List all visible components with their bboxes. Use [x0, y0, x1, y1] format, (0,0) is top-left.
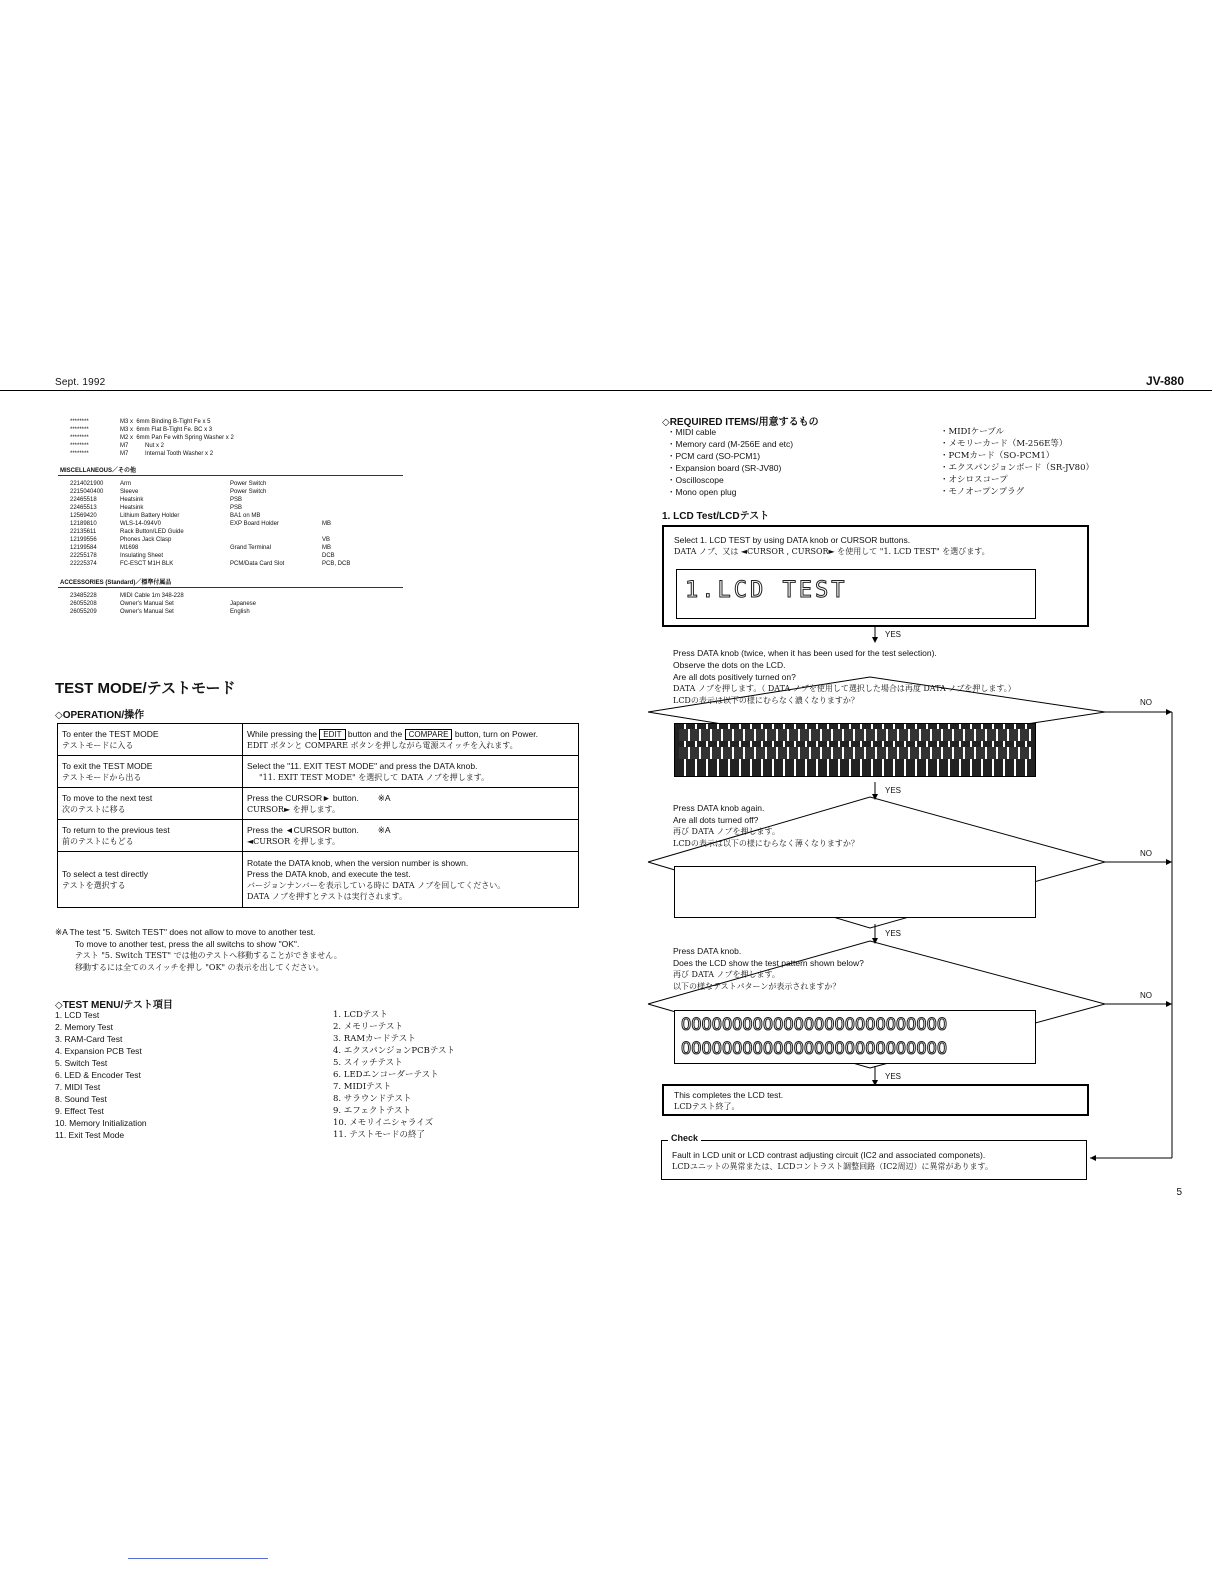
test-menu-heading: ◇TEST MENU/テスト項目 — [55, 1000, 173, 1011]
select-jp: DATA ノブ、又は ◄CURSOR , CURSOR► を使用して "1. LCD TEST" を選びます。 — [674, 547, 990, 556]
list-item: ・Expansion board (SR-JV80) — [667, 463, 782, 473]
op-desc-en: Press the CURSOR► button. ※A — [247, 792, 391, 803]
list-item: 11. テストモードの終了 — [333, 1130, 426, 1140]
list-item: ・MIDI cable — [667, 427, 717, 437]
complete-box — [662, 1084, 1089, 1116]
list-cell: Sleeve — [120, 489, 139, 495]
list-cell: Owner's Manual Set — [120, 601, 174, 607]
list-cell: M3 x 6mm Binding B-Tight Fe x 5 — [120, 419, 211, 425]
list-item: 3. RAM-Card Test — [55, 1034, 123, 1044]
step2-text — [673, 802, 973, 850]
header-date: Sept. 1992 — [55, 377, 106, 388]
op-label-jp: 次のテストに移る — [62, 804, 126, 814]
list-cell: 2214021900 — [70, 481, 104, 487]
yes-label: YES — [885, 929, 902, 938]
list-cell: Heatsink — [120, 505, 144, 511]
op-desc-en-2: Press the DATA knob, and execute the test. — [247, 868, 411, 879]
list-item: 5. Switch Test — [55, 1058, 108, 1068]
list-cell: 12569420 — [70, 513, 97, 519]
list-item: 9. Effect Test — [55, 1106, 104, 1116]
list-cell: M7 Internal Tooth Washer x 2 — [120, 451, 214, 457]
check-jp: LCDユニットの異常または、LCDコントラスト調整回路（IC2周辺）に異常があります。 — [672, 1162, 993, 1171]
list-cell: 22255178 — [70, 553, 97, 559]
lcd-test-heading: 1. LCD Test/LCDテスト — [662, 511, 770, 522]
op-label-jp: 前のテストにもどる — [62, 836, 134, 846]
list-item: ・モノオープンプラグ — [940, 487, 1025, 497]
page-number: 5 — [1176, 1187, 1182, 1198]
op-label-en: To move to the next test — [62, 792, 153, 803]
op-label-jp: テストモードに入る — [62, 740, 134, 750]
list-cell: 23485228 — [70, 593, 97, 599]
step-line: Press DATA knob (twice, when it has been used for the test selection). — [673, 648, 937, 658]
list-item: 6. LEDエンコーダーテスト — [333, 1070, 439, 1080]
step-line: Press DATA knob. — [673, 946, 742, 956]
op-desc-jp: "11. EXIT TEST MODE" を選択して DATA ノブを押します。 — [259, 772, 490, 782]
complete-jp: LCDテスト終了。 — [674, 1102, 740, 1111]
list-item: 7. MIDIテスト — [333, 1082, 392, 1092]
lcd-all-on — [674, 723, 1036, 777]
list-cell: MB — [322, 545, 331, 551]
list-cell: EXP Board Holder — [230, 521, 279, 527]
list-item: 5. スイッチテスト — [333, 1058, 403, 1068]
list-item: 9. エフェクトテスト — [333, 1106, 412, 1116]
list-item: 6. LED & Encoder Test — [55, 1070, 141, 1080]
list-cell: Phones Jack Clasp — [120, 537, 172, 543]
list-cell: PSB — [230, 505, 243, 511]
accessories-heading: ACCESSORIES (Standard)／標準付属品 — [60, 580, 172, 586]
pattern-line-2: OOOOOOOOOOOOOOOOOOOOOOOOOO — [681, 1039, 948, 1059]
required-heading: ◇REQUIRED ITEMS/用意するもの — [662, 417, 819, 428]
no-label: NO — [1140, 991, 1152, 1000]
lcd-test-pattern — [674, 1010, 1036, 1064]
list-cell: MIDI Cable 1m 348-228 — [120, 593, 184, 599]
list-cell: MB — [322, 521, 331, 527]
select-box — [662, 525, 1089, 627]
list-cell: BA1 on MB — [230, 513, 261, 519]
test-mode-title: TEST MODE/テストモード — [55, 680, 236, 697]
list-item: ・Memory card (M-256E and etc) — [667, 439, 794, 449]
list-cell: Lithium Battery Holder — [120, 513, 180, 519]
op-desc-jp: バージョンナンバーを表示している時に DATA ノブを回してください。 — [247, 880, 506, 890]
yes-label: YES — [885, 1072, 902, 1081]
op-desc-jp: ◄CURSOR を押します。 — [247, 836, 341, 846]
list-item: 8. Sound Test — [55, 1094, 107, 1104]
list-cell: PCM/Data Card Slot — [230, 561, 285, 567]
op-desc-jp: CURSOR► を押します。 — [247, 804, 341, 814]
list-item: 11. Exit Test Mode — [55, 1130, 125, 1140]
list-cell: Japanese — [230, 601, 257, 607]
op-label-en: To exit the TEST MODE — [62, 760, 153, 771]
op-desc-en: While pressing the EDIT button and the COMPARE button, turn on Power. — [247, 728, 538, 739]
list-cell: M7 Nut x 2 — [120, 443, 165, 449]
list-item: 7. MIDI Test — [55, 1082, 101, 1092]
list-cell: Power Switch — [230, 489, 267, 495]
list-item: 4. Expansion PCB Test — [55, 1046, 142, 1056]
list-cell: Heatsink — [120, 497, 144, 503]
list-item: 8. サラウンドテスト — [333, 1094, 412, 1104]
op-label-en: To select a test directly — [62, 868, 148, 879]
list-cell: ******** — [70, 435, 89, 441]
list-item: 3. RAMカードテスト — [333, 1034, 416, 1044]
list-cell: 2215040400 — [70, 489, 104, 495]
list-cell: 22225374 — [70, 561, 97, 567]
step-line: LCDの表示は以下の様にむらなく濃くなりますか？ — [673, 696, 859, 705]
list-cell: M1698 — [120, 545, 139, 551]
op-label-jp: テストを選択する — [62, 880, 126, 890]
key-compare: COMPARE — [405, 729, 453, 740]
step1-text — [673, 647, 1143, 707]
check-en: Fault in LCD unit or LCD contrast adjusting circuit (IC2 and associated componets). — [672, 1150, 986, 1160]
list-cell: FC-ESCT M1H BLK — [120, 561, 174, 567]
list-cell: VB — [322, 537, 331, 543]
key-edit: EDIT — [319, 729, 345, 740]
list-cell: 26055208 — [70, 601, 97, 607]
list-cell: Owner's Manual Set — [120, 609, 174, 615]
op-label-jp: テストモードから出る — [62, 772, 142, 782]
list-item: 1. LCDテスト — [333, 1010, 388, 1020]
operation-heading: ◇OPERATION/操作 — [55, 710, 145, 721]
list-item: ・オシロスコープ — [940, 475, 1008, 485]
list-cell: Insulating Sheet — [120, 553, 164, 559]
list-cell: WLS-14-094V0 — [120, 521, 162, 527]
select-en: Select 1. LCD TEST by using DATA knob or CURSOR buttons. — [674, 535, 911, 545]
step3-text — [673, 945, 973, 993]
op-label-en: To return to the previous test — [62, 824, 170, 835]
list-cell: Grand Terminal — [230, 545, 271, 551]
no-label: NO — [1140, 849, 1152, 858]
list-cell: ******** — [70, 443, 89, 449]
note-line: 移動するには全てのスイッチを押し "OK" の表示を出してください。 — [75, 963, 324, 972]
list-cell: 22465518 — [70, 497, 97, 503]
op-desc-jp-2: DATA ノブを押すとテストは実行されます。 — [247, 891, 408, 901]
step-line: 以下の様なテストパターンが表示されますか？ — [673, 982, 841, 991]
yes-label: YES — [885, 786, 902, 795]
list-cell: English — [230, 609, 250, 615]
op-desc-jp: EDIT ボタンと COMPARE ボタンを押しながら電源スイッチを入れます。 — [247, 740, 518, 750]
step-line: Does the LCD show the test pattern shown below? — [673, 958, 864, 968]
list-cell: 26055209 — [70, 609, 97, 615]
lcd-all-off — [674, 866, 1036, 918]
step-line: LCDの表示は以下の様にむらなく薄くなりますか？ — [673, 839, 859, 848]
list-item: ・Oscilloscope — [667, 475, 724, 485]
list-cell: Power Switch — [230, 481, 267, 487]
list-cell: Arm — [120, 481, 131, 487]
list-cell: 12199584 — [70, 545, 97, 551]
list-cell: 12199556 — [70, 537, 97, 543]
list-cell: ******** — [70, 419, 89, 425]
list-cell: M3 x 6mm Flat B-Tight Fe. BC x 3 — [120, 427, 213, 433]
list-item: ・エクスパンジョンボード（SR-JV80） — [940, 463, 1094, 473]
step-line: 再び DATA ノブを押します。 — [673, 970, 780, 979]
complete-en: This completes the LCD test. — [674, 1090, 784, 1100]
list-cell: PSB — [230, 497, 243, 503]
list-cell: 22465513 — [70, 505, 97, 511]
list-cell: 12189810 — [70, 521, 97, 527]
step-line: 再び DATA ノブを押します。 — [673, 827, 780, 836]
check-box — [661, 1140, 1087, 1180]
list-cell: ******** — [70, 451, 89, 457]
check-label: Check — [668, 1133, 701, 1143]
list-item: 10. メモリイニシャライズ — [333, 1118, 434, 1128]
note-line: To move to another test, press the all switchs to show "OK". — [75, 939, 300, 949]
header-model: JV-880 — [1145, 374, 1184, 388]
op-desc-en: Press the ◄CURSOR button. ※A — [247, 824, 391, 835]
list-item: ・MIDIケーブル — [940, 427, 1004, 437]
note-line: ※A The test "5. Switch TEST" does not allow to move to another test. — [55, 927, 316, 937]
list-item: 4. エクスパンジョンPCBテスト — [333, 1046, 455, 1056]
list-cell: DCB — [322, 553, 335, 559]
step-line: Press DATA knob again. — [673, 803, 765, 813]
lcd-display — [676, 569, 1036, 619]
list-item: 2. メモリーテスト — [333, 1022, 403, 1032]
list-item: ・メモリーカード（M-256E等） — [940, 439, 1068, 449]
list-item: 2. Memory Test — [55, 1022, 113, 1032]
list-cell: 22135611 — [70, 529, 97, 535]
step-line: Are all dots turned off? — [673, 815, 759, 825]
list-item: ・Mono open plug — [667, 487, 737, 497]
lcd-display-text: 1.LCD TEST — [685, 578, 848, 603]
op-desc-en: Select the "11. EXIT TEST MODE" and press the DATA knob. — [247, 760, 478, 771]
footer-rule — [128, 1558, 268, 1559]
list-item: ・PCM card (SO-PCM1) — [667, 451, 761, 461]
list-cell: PCB, DCB — [322, 561, 351, 567]
step-line: Are all dots positively turned on? — [673, 672, 796, 682]
list-item: 10. Memory Initialization — [55, 1118, 147, 1128]
note-line: テスト "5. Switch TEST" では他のテストへ移動することができません。 — [75, 951, 342, 960]
list-cell: M2 x 6mm Pan Fe with Spring Washer x 2 — [120, 435, 234, 441]
list-item: ・PCMカード（SO-PCM1） — [940, 451, 1055, 461]
op-desc-en: Rotate the DATA knob, when the version number is shown. — [247, 857, 469, 868]
pattern-line-1: OOOOOOOOOOOOOOOOOOOOOOOOOO — [681, 1015, 948, 1035]
step-line: DATA ノブを押します。（ DATA ノブを使用して選択した場合は再度 DATA ノブを押します。） — [673, 684, 1016, 693]
list-cell: ******** — [70, 427, 89, 433]
op-label-en: To enter the TEST MODE — [62, 728, 159, 739]
list-item: 1. LCD Test — [55, 1010, 100, 1020]
misc-heading: MISCELLANEOUS／その他 — [60, 468, 137, 474]
yes-label: YES — [885, 630, 902, 639]
step-line: Observe the dots on the LCD. — [673, 660, 786, 670]
no-label: NO — [1140, 698, 1152, 707]
list-cell: Rack Button/LED Guide — [120, 529, 184, 535]
